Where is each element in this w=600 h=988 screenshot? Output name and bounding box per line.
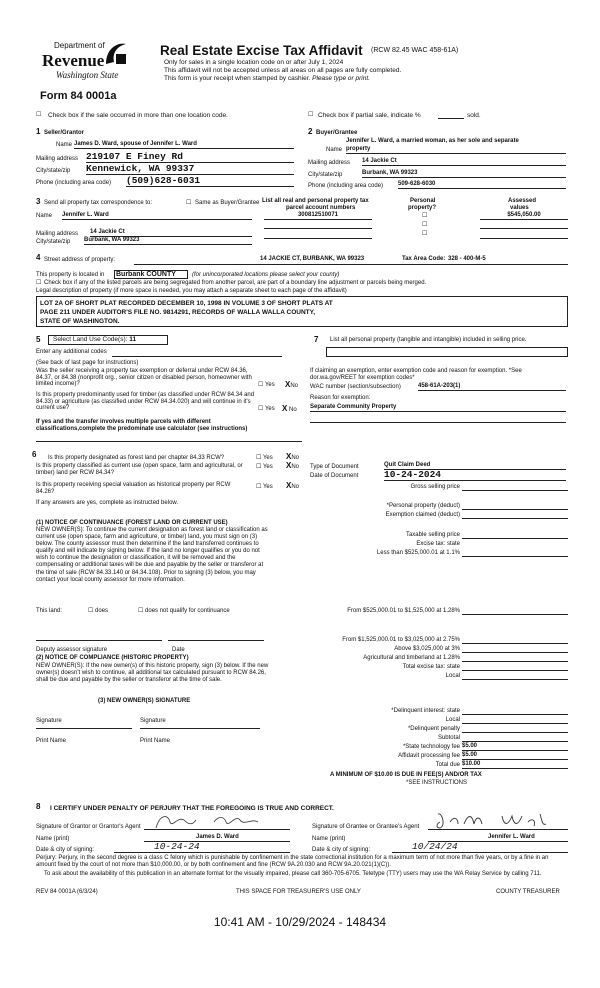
seller-name-field[interactable]: James D. Ward, spouse of Jennifer L. Ward [74, 141, 294, 149]
street-address-label: Street address of property: [44, 257, 116, 263]
grantee-signature-scribble [428, 810, 564, 830]
subtotal-field[interactable] [462, 741, 568, 742]
washington-text: Washington State [56, 70, 119, 80]
owner-signature-line-1[interactable] [36, 728, 132, 729]
from2-field[interactable] [462, 643, 568, 644]
tax-rows [300, 482, 572, 842]
total-due-label: Total due [435, 762, 460, 768]
land-does-not-checkbox[interactable]: ☐ does not qualify for continuance [138, 608, 230, 614]
buyer-phone-field[interactable]: 509-628-6030 [398, 181, 566, 189]
sec6-q3-yes[interactable]: ☐ Yes [256, 484, 273, 490]
seller-mail-field[interactable]: 219107 E Finey Rd [86, 152, 294, 163]
parcels-header-1: List all real and personal property tax [262, 198, 369, 204]
sec5-q1-no[interactable]: XNo [285, 380, 299, 389]
certify-statement: I CERTIFY UNDER PENALTY OF PERJURY THAT THE FOREGOING IS TRUE AND CORRECT. [50, 805, 334, 812]
personal-header: Personal [410, 198, 436, 204]
header-line-3: This form is your receipt when stamped by cashier. Please type or print. [164, 75, 370, 82]
section-4-number: 4 [36, 253, 41, 262]
exemption-deduct-label: Exemption claimed (deduct) [385, 512, 460, 518]
segregated-label: Check box if any of the listed parcels are being segregated from another parcel, are part of a boundary line adjustment or parcels being merged. [44, 280, 427, 286]
revenue-text: Revenue [42, 51, 105, 70]
sec3-mail-label: Mailing address [36, 231, 79, 237]
continuance-body: NEW OWNER(S): To continue the current designation as forest land or classification as current use (open space, farm and agriculture, or timber) land, you must sign on (3) below. The county assessor must then determine if the land transferred continues to qualify and will indicate by signing below. If the land no longer qualifies or you do not wish to continue the designation or classification, it will be removed and the compensating or additional taxes will be due and payable by the seller or transferor at the time of sale (RCW 84.33.140 or 84.34.108). Prior to signing (3) below, you may contact your local county assessor for more information. [36, 527, 268, 583]
sec3-city-field[interactable]: Burbank, WA 99323 [84, 237, 252, 245]
gross-label: Gross selling price [410, 484, 460, 490]
buyer-name-field[interactable]: property [346, 146, 566, 154]
sec6-q1-no[interactable]: XNo [286, 452, 300, 461]
from1-label: From $525,000.01 to $1,525,000 at 1.28% [347, 608, 460, 614]
seller-mail-label: Mailing address [36, 156, 79, 162]
land-use-select[interactable]: Select Land Use Code(s): 11 [48, 335, 168, 345]
owner-signature-line-2[interactable] [140, 728, 260, 729]
tax-corresp-label: Send all property tax correspondence to: [44, 200, 153, 206]
county-select[interactable]: Burbank COUNTY [114, 270, 188, 279]
grantor-signature-scribble [144, 812, 284, 830]
segregated-checkbox[interactable]: ☐ [36, 280, 42, 286]
legal-label: Legal description of property (if more space is needed, you may attach a separate sheet to each page of the affidavit) [36, 288, 347, 294]
personal-checkbox-2[interactable]: ☐ [422, 222, 428, 228]
delinq-pen-label: *Delinquent penalty [407, 726, 460, 732]
grantor-date-field[interactable]: 10-24-24 [114, 842, 290, 853]
assessed-value-1[interactable]: $545,050.00 [480, 212, 568, 220]
sec6-q2-no[interactable]: XNo [286, 461, 300, 470]
reason-field[interactable]: Separate Community Property [310, 404, 566, 412]
deputy-sig-label: Deputy assessor signature [36, 647, 108, 653]
seller-city-field[interactable]: Kennewick, WA 99337 [86, 164, 294, 175]
local-label: Local [445, 673, 460, 679]
accessibility-notice: To ask about the availability of this publication in an alternate format for the visually impaired, please call 360-705-6705. Teletype (TTY) users may use the WA Relay Service by calling 711. [44, 871, 542, 877]
seller-phone-label: Phone (including area code) [36, 180, 112, 186]
taxable-label: Taxable selling price [405, 532, 460, 538]
sec5-q2-no[interactable]: X No [282, 404, 297, 413]
buyer-mail-field[interactable]: 14 Jackie Ct [362, 158, 566, 166]
tech-fee-field[interactable]: $5.00 [462, 743, 568, 751]
this-land-label: This land: [36, 608, 63, 614]
buyer-heading: Buyer/Grantee [316, 130, 358, 136]
doc-date-label: Date of Document [310, 473, 359, 479]
above-label: Above $3,025,000 at 3% [394, 646, 460, 652]
grantor-signature[interactable] [144, 812, 290, 830]
legal-line-1: LOT 2A OF SHORT PLAT RECORDED DECEMBER 10, 1998 IN VOLUME 3 OF SHORT PLATS AT [40, 300, 333, 307]
street-address-field[interactable]: 14 JACKIE CT, BURBANK, WA 99323 Tax Area Code: 328 - 400-M-5 [134, 256, 568, 265]
parcel-number-2[interactable] [264, 228, 372, 229]
taxable-field[interactable] [462, 538, 568, 539]
grantee-name-label: Name (print) [312, 836, 346, 842]
buyer-city-field[interactable]: Burbank, WA 99323 [362, 170, 566, 178]
doc-type-label: Type of Document [310, 464, 359, 470]
sec3-mail-field[interactable]: 14 Jackie Ct [90, 229, 252, 237]
receipt-stamp: 10:41 AM - 10/29/2024 - 148434 [213, 915, 387, 929]
grantor-sig-label: Signature of Grantor or Grantor's Agent [36, 824, 141, 830]
sec6-q1-yes[interactable]: ☐ Yes [256, 455, 273, 461]
parcels-header-2: parcel account numbers [286, 205, 356, 211]
partial-sale-label: Check box if partial sale, indicate % [318, 112, 421, 119]
parcel-number-1[interactable]: 300812510071 [264, 212, 372, 220]
sec5-divider [36, 441, 302, 442]
delinq-pen-field[interactable] [462, 732, 568, 733]
personal-deduct-label: *Personal property (deduct) [386, 503, 460, 509]
buyer-name-label: Name [326, 147, 343, 153]
seller-heading: Seller/Grantor [44, 130, 85, 136]
swoosh-icon [104, 40, 128, 68]
sec3-city-label: City/state/zip [36, 239, 71, 245]
section-6-number: 6 [32, 450, 37, 459]
assessed-value-2[interactable] [480, 228, 568, 229]
seller-phone-field[interactable]: (509)628-6031 [126, 176, 294, 187]
dept-of-text: Department of [54, 41, 105, 50]
sec5-question-1: Was the seller receiving a property tax exemption or deferral under RCW 84.36, 84.37, or 84.38 (nonprofit org., senior citizen or disabled person, homeowner with limited income)? [36, 368, 252, 388]
new-owner-title: (3) NEW OWNER(S) SIGNATURE [98, 698, 191, 704]
less-label: Less than $525,000.01 at 1.1% [376, 550, 460, 556]
multi-location-checkbox[interactable]: ☐ [36, 112, 42, 118]
subtotal-label: Subtotal [437, 735, 460, 741]
personal-checkbox-1[interactable]: ☐ [422, 213, 428, 219]
sec6-q3-no[interactable]: XNo [286, 481, 300, 490]
form-statute: (RCW 82.45 WAC 458-61A) [371, 47, 459, 54]
sec6-question-1: Is this property designated as forest land per chapter 84.33 RCW? [48, 455, 225, 461]
county-treasurer: COUNTY TREASURER [496, 889, 560, 895]
form-number: Form 84 0001a [40, 90, 117, 102]
located-label: This property is located in [36, 272, 105, 278]
grantee-sig-label: Signature of Grantee or Grantee's Agent [312, 824, 420, 830]
legal-description-box[interactable] [36, 296, 568, 327]
sec3-name-field[interactable]: Jennifer L. Ward [62, 212, 252, 220]
personal-property-label: List all personal property (tangible and intangible) included in selling price. [330, 337, 527, 343]
grantor-name-label: Name (print) [36, 836, 70, 842]
wac-field[interactable]: 458-61A-203(1) [418, 383, 566, 391]
local2-label: Local [445, 717, 460, 723]
owner-signature-1: Signature [36, 718, 62, 724]
minimum-note: A MINIMUM OF $10.00 IS DUE IN FEE(S) AND/OR TAX [330, 772, 482, 778]
revenue-logo [22, 40, 132, 90]
header-line-1: Only for sales in a single location code on or after July 1, 2024 [164, 59, 344, 66]
personal-deduct-field[interactable] [462, 509, 568, 510]
buyer-city-label: City/state/zip [308, 172, 343, 178]
section-3-number: 3 [36, 197, 41, 206]
perjury-notice: Perjury: Perjury, in the second degree is a class C felony which is punishable by confinement in the state correctional institution for a maximum term of not more than five years, or by a fine in an amount fixed by the court of not more than $10,000.00, or by both confinement and fine (RCW 9A.20.030 and RCW 9A.20.021(1)(C)). [36, 855, 549, 868]
grantee-signature[interactable] [428, 810, 568, 830]
assessed-header: Assessed [508, 198, 537, 204]
sec5-question-3: If yes and the transfer involves multiple parcels with different classifications,complete the predominate use calculator (see instructions) [36, 419, 248, 432]
form-title: Real Estate Excise Tax Affidavit [160, 43, 363, 58]
reason-field-2[interactable] [310, 422, 566, 423]
local2-field[interactable] [462, 723, 568, 724]
header-line-2: This affidavit will not be accepted unless all areas on all pages are fully completed. [164, 67, 402, 74]
wac-label: WAC number (section/subsection) [310, 384, 401, 390]
personal-header-2: property? [408, 205, 437, 211]
multi-location-label: Check box if the sale occurred in more than one location code. [48, 112, 228, 119]
assessed-value-3[interactable] [480, 238, 568, 239]
partial-sale-percent[interactable] [438, 118, 464, 119]
seller-name-label: Name [56, 142, 73, 148]
legal-line-3: STATE OF WASHINGTON. [40, 318, 120, 325]
unincorp-note: (for unincorporated locations please select your county) [192, 272, 340, 278]
grantee-date-label: Date & city of signing: [312, 847, 371, 853]
doc-type-field[interactable]: Quit Claim Deed [384, 462, 566, 470]
section-7-number: 7 [314, 335, 319, 344]
sec3-name-label: Name [36, 213, 53, 219]
section-5-number: 5 [36, 335, 41, 344]
deputy-date-label: Date [172, 647, 185, 653]
affidavit-fee-label: Affidavit processing fee [398, 753, 460, 759]
doc-date-field[interactable]: 10-24-2024 [384, 470, 566, 481]
grantor-date-label: Date & city of signing: [36, 847, 95, 853]
owner-signature-2: Signature [140, 718, 166, 724]
sec5-q2-yes[interactable]: ☐ Yes [258, 406, 275, 412]
historic-title: (2) NOTICE OF COMPLIANCE (HISTORIC PROPERTY) [36, 655, 189, 661]
exemption-note: If claiming an exemption, enter exemption code and reason for exemption. *See dor.wa.gov/REET for exemption codes* [310, 368, 522, 381]
from1-field[interactable] [462, 614, 568, 615]
owner-print-1: Print Name [36, 738, 67, 744]
less-field[interactable] [462, 556, 568, 557]
delinq-int-field[interactable] [462, 714, 568, 715]
see-back-note: (See back of last page for instructions) [36, 360, 139, 366]
legal-line-2: PAGE 211 UNDER AUDITOR'S FILE NO. 9814291, RECORDS OF WALLA WALLA COUNTY, [40, 309, 316, 316]
same-as-buyer-label: Same as Buyer/Grantee [195, 200, 260, 206]
see-instructions: *SEE INSTRUCTIONS [406, 780, 468, 786]
sec6-question-2: Is this property classified as current use (open space, farm and agricultural, or timber) land per RCW 84.34? [36, 463, 243, 476]
assessed-header-2: values [510, 205, 529, 211]
partial-sale-sold: sold. [467, 112, 481, 119]
sec6-question-3: Is this property receiving special valuation as historical property per RCW 84.26? [36, 482, 231, 495]
deputy-date-line[interactable] [168, 640, 264, 641]
historic-body: NEW OWNER(S): If the new owner(s) of this historic property, sign (3) below. If the new owner(s) doesn't wish to continue, all additional tax calculated pursuant to RCW 84.26, shall be due and payable by the seller or transferor at the time of sale. [36, 663, 269, 684]
total-due-field[interactable]: $10.00 [462, 761, 568, 769]
total-state-label: Total excise tax: state [402, 664, 460, 670]
agri-field[interactable] [462, 661, 568, 662]
buyer-mail-label: Mailing address [308, 160, 351, 166]
from2-label: From $1,525,000.01 to $3,025,000 at 2.75% [342, 637, 460, 643]
sec5-question-2: Is this property predominantly used for timber (as classified under RCW 84.34 and 84.33) or agriculture (as classified under RCW 84.34.020) and will continue in it's current use? [36, 392, 255, 412]
local-field[interactable] [462, 679, 568, 680]
tech-fee-label: *State technology fee [402, 744, 460, 750]
additional-codes-label: Enter any additional codes [36, 349, 107, 355]
partial-sale-checkbox[interactable]: ☐ [308, 112, 314, 118]
parcel-number-3[interactable] [264, 238, 372, 239]
buyer-name-line-1: Jennifer L. Ward, a married woman, as her sole and separate [346, 138, 519, 144]
section-8-number: 8 [36, 802, 41, 811]
grantee-date-field[interactable]: 10/24/24 [392, 842, 568, 853]
affidavit-fee-field[interactable]: $5.00 [462, 752, 568, 760]
above-field[interactable] [462, 652, 568, 653]
treasurer-space: THIS SPACE FOR TREASURER'S USE ONLY [236, 889, 361, 895]
exemption-deduct-field[interactable] [462, 518, 568, 519]
gross-field[interactable] [462, 490, 568, 491]
deputy-signature-line[interactable] [36, 640, 162, 641]
grantor-name-field[interactable]: James D. Ward [144, 834, 290, 842]
reason-label: Reason for exemption: [310, 395, 371, 401]
buyer-phone-label: Phone (including area code) [308, 183, 384, 189]
delinq-int-label: *Delinquent interest: state [391, 708, 460, 714]
total-state-field[interactable] [462, 670, 568, 671]
excise-label: Excise tax: state [416, 541, 460, 547]
section-1-number: 1 [36, 127, 41, 136]
sec6-if-any: If any answers are yes, complete as instructed below. [36, 500, 179, 506]
seller-city-label: City/state/zip [36, 168, 71, 174]
sec5-q1-yes[interactable]: ☐ Yes [258, 382, 275, 388]
same-as-buyer-checkbox[interactable]: ☐ [186, 200, 192, 206]
owner-print-2: Print Name [140, 738, 171, 744]
additional-codes-field[interactable] [112, 356, 282, 357]
sec6-q2-yes[interactable]: ☐ Yes [256, 464, 273, 470]
rev-number: REV 84 0001A (6/3/24) [36, 889, 98, 895]
personal-property-field[interactable] [326, 347, 568, 357]
personal-checkbox-3[interactable]: ☐ [422, 231, 428, 237]
agri-label: Agricultural and timberland at 1.28% [363, 655, 460, 661]
continuance-title: (1) NOTICE OF CONTINUANCE (FOREST LAND OR CURRENT USE) [36, 520, 228, 526]
section-2-number: 2 [308, 127, 313, 136]
grantee-name-field[interactable]: Jennifer L. Ward [428, 834, 568, 842]
land-does-checkbox[interactable]: ☐ does [88, 608, 109, 614]
